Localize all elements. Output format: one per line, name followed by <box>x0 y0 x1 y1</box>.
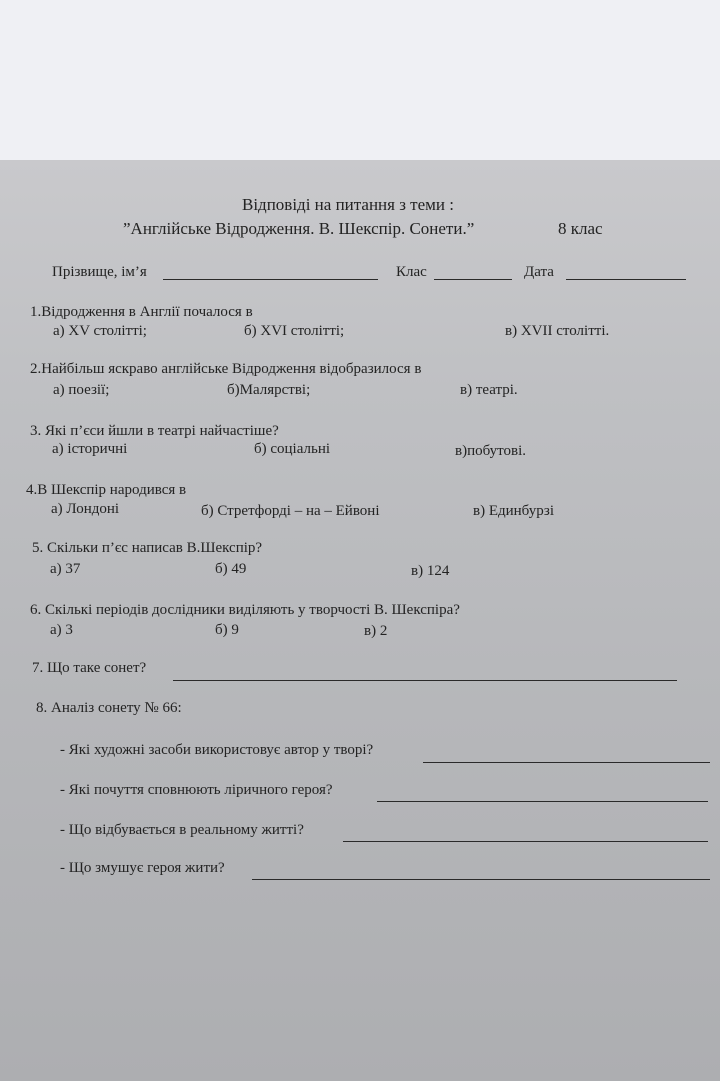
question-4-option-b: б) Стретфорді – на – Ейвоні <box>201 503 380 519</box>
title-line-1: Відповіді на питання з теми : <box>242 195 454 214</box>
question-5-option-c: в) 124 <box>411 563 450 579</box>
question-3-option-a: а) історичні <box>52 441 128 457</box>
top-background <box>0 0 720 160</box>
question-8-item-4: - Що змушує героя жити? <box>60 860 225 876</box>
class-blank-line <box>434 279 512 280</box>
question-8-item-1: - Які художні засоби використовує автор у творі? <box>60 742 374 758</box>
question-1-option-a: а) XV столітті; <box>53 323 147 339</box>
question-7-answer-line <box>173 680 677 681</box>
question-2-option-a: а) поезії; <box>53 382 110 398</box>
class-label: Клас <box>396 264 427 280</box>
date-label: Дата <box>524 264 554 280</box>
question-8-item-1-line <box>423 762 710 763</box>
question-2-option-c: в) театрі. <box>460 382 518 398</box>
question-5-text: 5. Скільки п’єс написав В.Шекспір? <box>32 540 263 556</box>
question-4-text: 4.В Шекспір народився в <box>26 482 187 498</box>
question-7-text: 7. Що таке сонет? <box>32 660 147 676</box>
question-6-option-c: в) 2 <box>364 623 388 639</box>
question-3-option-c: в)побутові. <box>455 443 527 459</box>
question-5-option-a: а) 37 <box>50 561 81 577</box>
question-3-text: 3. Які п’єси йшли в театрі найчастіше? <box>30 423 279 439</box>
worksheet-page <box>0 160 720 1081</box>
question-6-text: 6. Скількі періодів дослідники виділяють у творчості В. Шекспіра? <box>30 602 460 618</box>
surname-label: Прізвище, ім’я <box>52 264 147 280</box>
surname-blank-line <box>163 279 378 280</box>
question-4-option-a: а) Лондоні <box>51 501 120 517</box>
question-2-text: 2.Найбільш яскраво англійське Відродження відобразилося в <box>30 361 422 377</box>
question-5-option-b: б) 49 <box>215 561 247 577</box>
question-8-item-2-line <box>377 801 708 802</box>
question-3-option-b: б) соціальні <box>254 441 331 457</box>
title-line-2: ”Англійське Відродження. В. Шекспір. Сонети.” <box>123 219 475 238</box>
question-1-option-c: в) XVII столітті. <box>505 323 610 339</box>
date-blank-line <box>566 279 686 280</box>
question-8-item-4-line <box>252 879 710 880</box>
question-6-option-a: а) 3 <box>50 622 73 638</box>
grade-label: 8 клас <box>558 219 603 238</box>
question-1-text: 1.Відродження в Англії почалося в <box>30 304 253 320</box>
question-8-item-3: - Що відбувається в реальному житті? <box>60 822 304 838</box>
question-1-option-b: б) XVI столітті; <box>244 323 345 339</box>
question-8-text: 8. Аналіз сонету № 66: <box>36 700 182 716</box>
question-2-option-b: б)Малярстві; <box>227 382 311 398</box>
question-8-item-2: - Які почуття сповнюють ліричного героя? <box>60 782 333 798</box>
question-4-option-c: в) Единбурзі <box>473 503 555 519</box>
question-6-option-b: б) 9 <box>215 622 239 638</box>
question-8-item-3-line <box>343 841 708 842</box>
